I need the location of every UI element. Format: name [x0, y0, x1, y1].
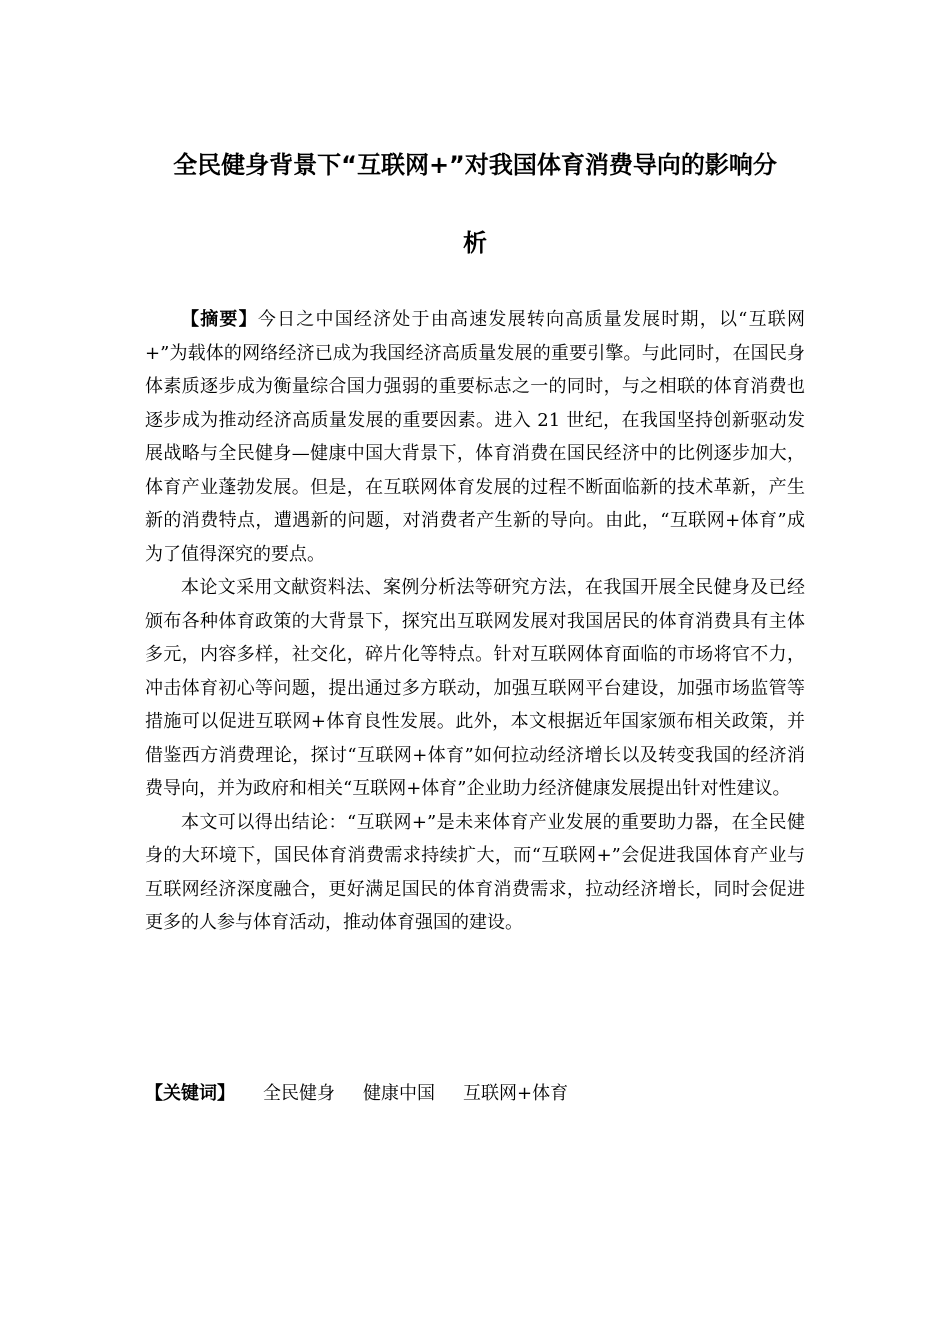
keywords-line — [145, 1080, 805, 1108]
keyword-item: 互联网+体育 — [463, 1083, 569, 1104]
abstract-paragraph-3: 本文可以得出结论：“互联网+”是未来体育产业发展的重要助力器，在全民健身的大环境下，国民体育消费需求持续扩大，而“互联网+”会促进我国体育产业与互联网经济深度融合，更好满足国民的体育消费需求，拉动经济增长，同时会促进更多的人参与体育活动，推动体育强国的建设。 — [145, 811, 805, 933]
keyword-item: 全民健身 — [263, 1083, 335, 1104]
abstract-paragraph-2: 本论文采用文献资料法、案例分析法等研究方法，在我国开展全民健身及已经颁布各种体育政策的大背景下，探究出互联网发展对我国居民的体育消费具有主体多元，内容多样，社交化，碎片化等特点。针对互联网体育面临的市场将官不力，冲击体育初心等问题，提出通过多方联动，加强互联网平台建设，加强市场监管等措施可以促进互联网+体育良性发展。此外，本文根据近年国家颁布相关政策，并借鉴西方消费理论，探讨“互联网+体育”如何拉动经济增长以及转变我国的经济消费导向，并为政府和相关“互联网+体育”企业助力经济健康发展提出针对性建议。 — [145, 577, 805, 799]
document-title-line-2: 析 — [463, 229, 487, 257]
keywords-label: 【关键词】 — [145, 1083, 235, 1104]
document-title-line-1: 全民健身背景下“互联网+”对我国体育消费导向的影响分 — [173, 151, 777, 179]
abstract-section — [145, 303, 805, 940]
abstract-label: 【摘要】 — [181, 309, 258, 330]
abstract-paragraph-1-text: 今日之中国经济处于由高速发展转向高质量发展时期，以“互联网+”为载体的网络经济已成为我国经济高质量发展的重要引擎。与此同时，在国民身体素质逐步成为衡量综合国力强弱的重要标志之一的同时，与之相联的体育消费也逐步成为推动经济高质量发展的重要因素。进入 21 世纪，在我国坚持创新驱动发展战略与全民健身—健康中国大背景下，体育消费在国民经济中的比例逐步加大，体育产业蓬勃发展。但是，在互联网体育发展的过程不断面临新的技术革新，产生新的消费特点，遭遇新的问题，对消费者产生新的导向。由此，“互联网+体育”成为了值得深究的要点。 — [145, 309, 806, 565]
abstract-paragraph-1 — [145, 303, 805, 571]
keyword-item: 健康中国 — [363, 1083, 435, 1104]
